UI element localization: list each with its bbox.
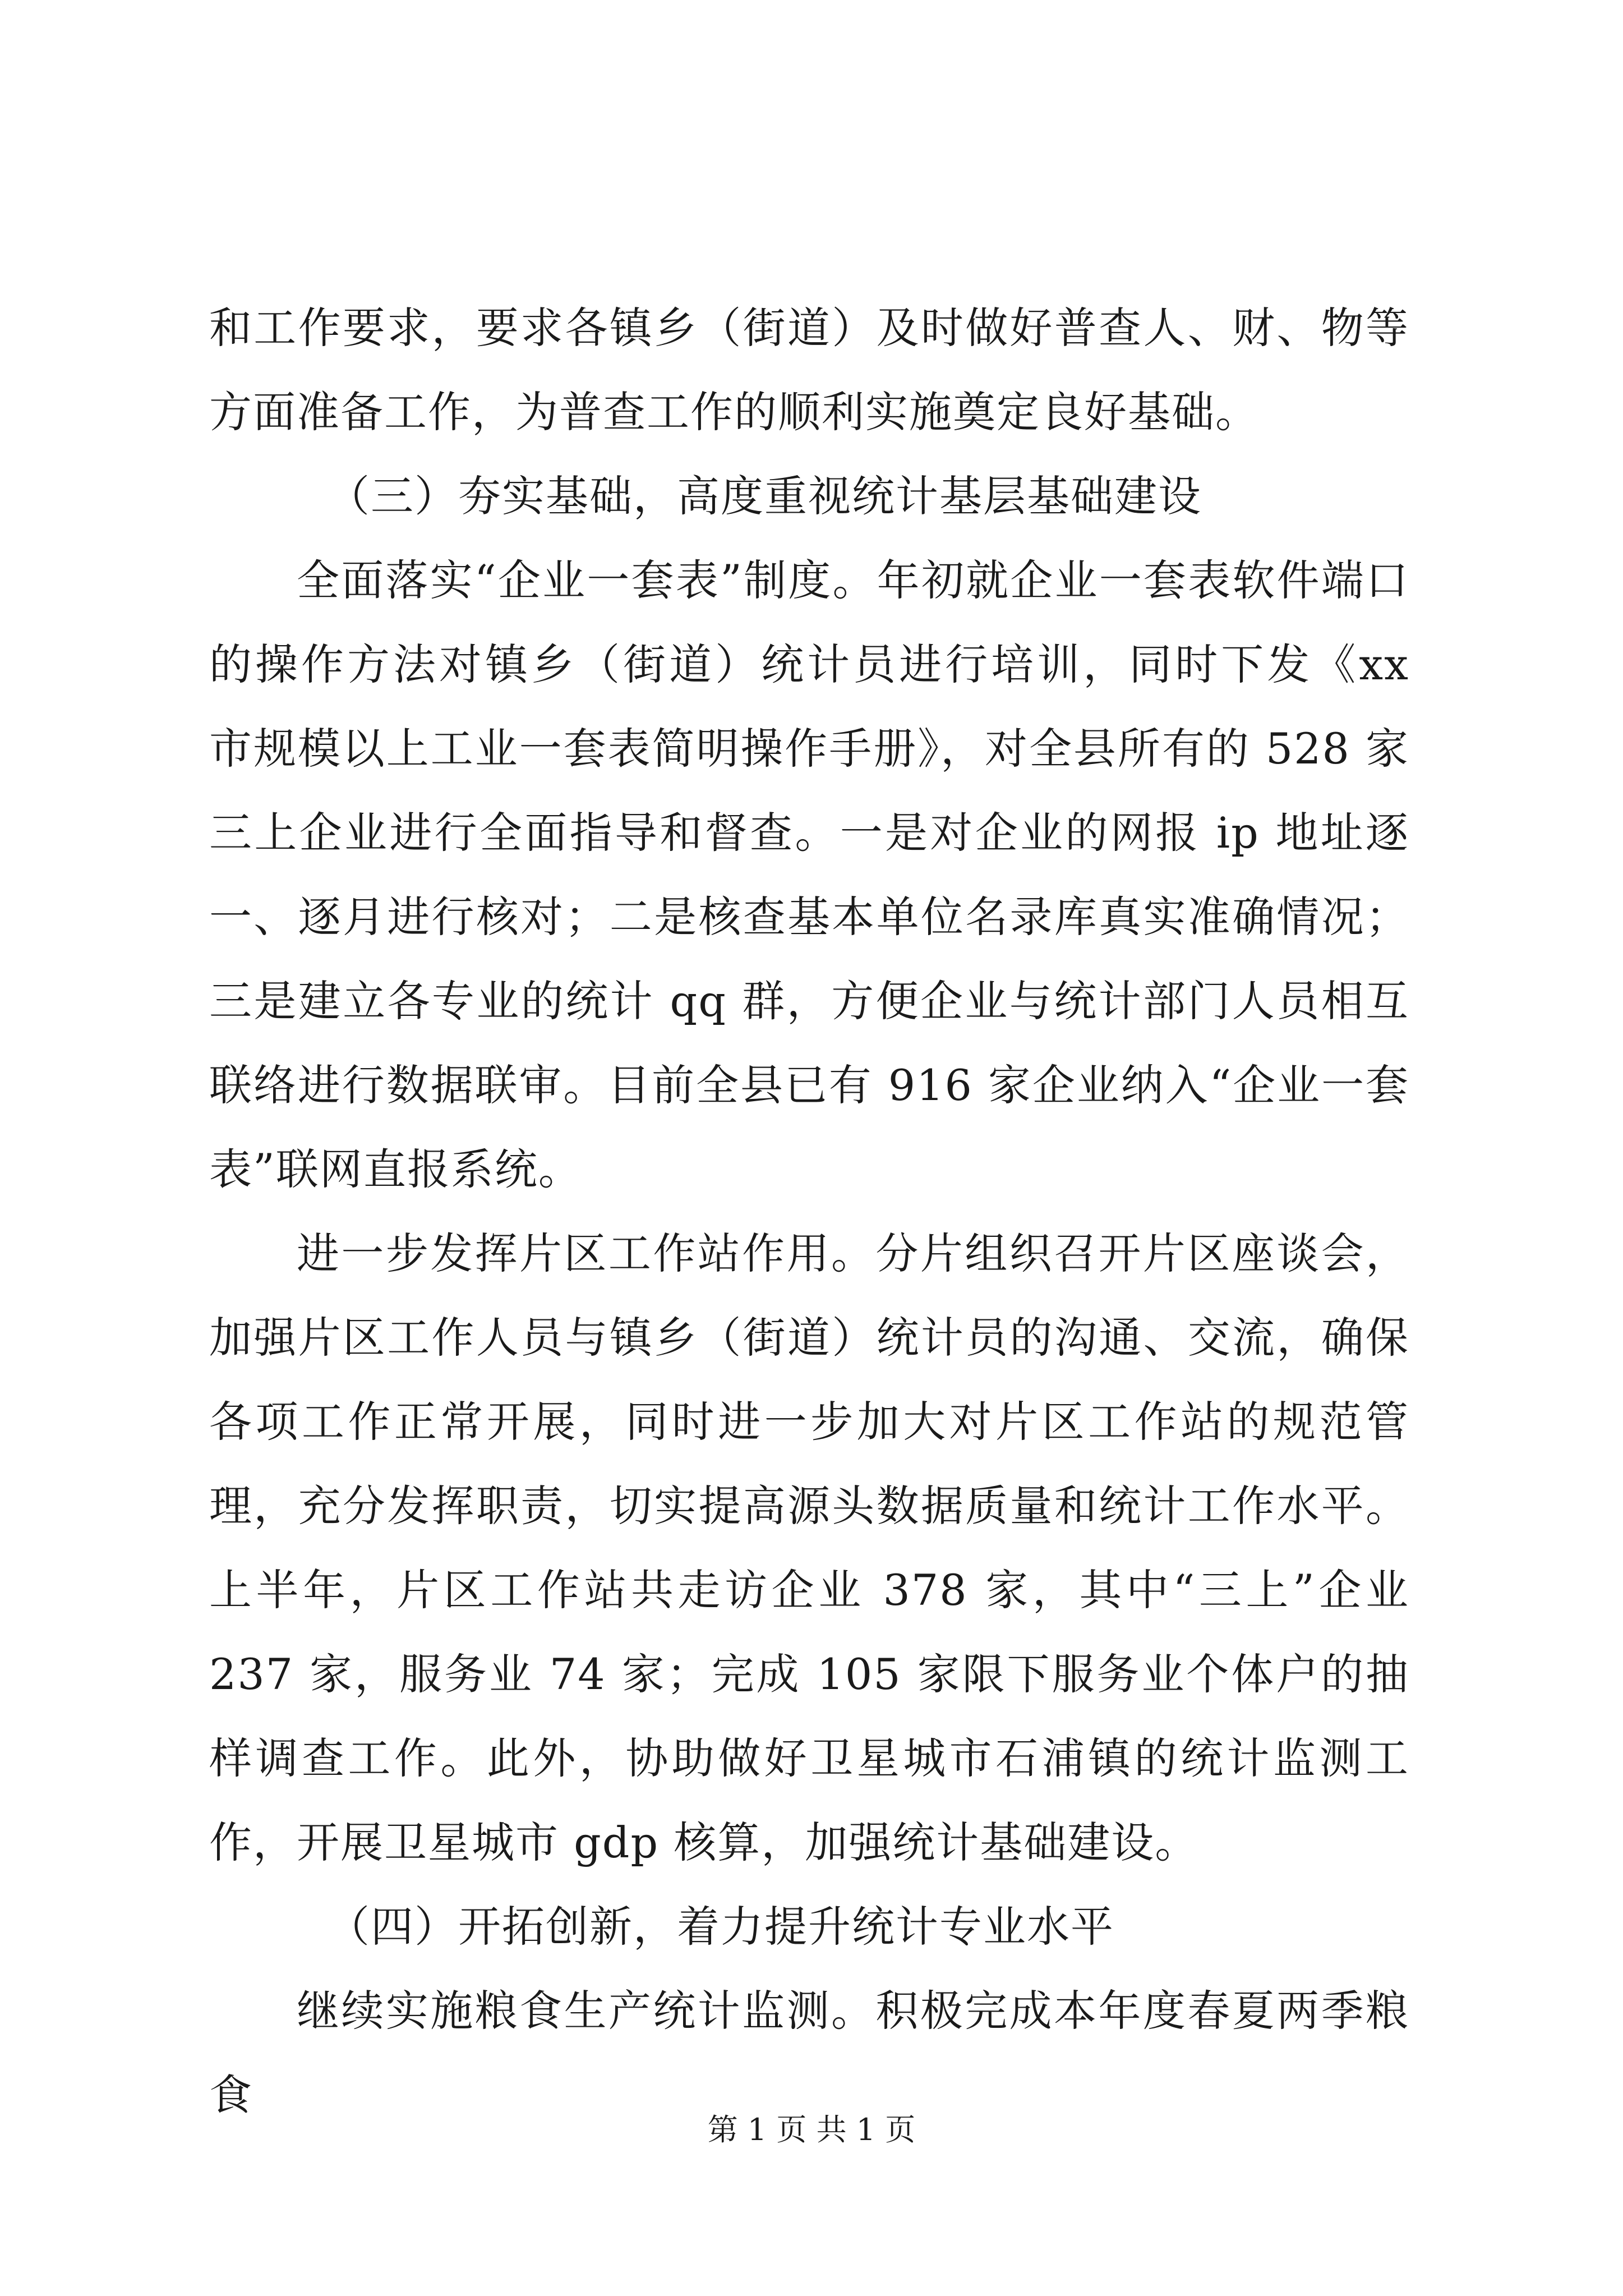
section-heading-3: （三）夯实基础，高度重视统计基层基础建设 (327, 471, 1202, 521)
body-paragraph-2: 全面落实“企业一套表”制度。年初就企业一套表软件端口的操作方法对镇乡（街道）统计员进行培训，同时下发《xx 市规模以上工业一套表简明操作手册》，对全县所有的 528 家三上企业进行全面指导和督查。一是对企业的网报 ip 地址逐一、逐月进行核对；二是核查基本单位名录库真实准确情况；三是建立各专业的统计 qq 群，方便企业与统计部门人员相互联络进行数据联审。目前全县已有 916 家企业纳入“企业一套表”联网直报系统。 (209, 555, 1409, 1194)
body-paragraph-3: 进一步发挥片区工作站作用。分片组织召开片区座谈会，加强片区工作人员与镇乡（街道）统计员的沟通、交流，确保各项工作正常开展，同时进一步加大对片区工作站的规范管理，充分发挥职责，切实提高源头数据质量和统计工作水平。上半年，片区工作站共走访企业 378 家，其中“三上”企业 237 家，服务业 74 家；完成 105 家限下服务业个体户的抽样调查工作。此外，协助做好卫星城市石浦镇的统计监测工作，开展卫星城市 gdp 核算，加强统计基础建设。 (209, 1228, 1409, 1867)
page-footer: 第 1 页 共 1 页 (707, 2112, 916, 2147)
body-paragraph-1: 和工作要求，要求各镇乡（街道）及时做好普查人、财、物等方面准备工作，为普查工作的顺利实施奠定良好基础。 (209, 303, 1409, 437)
body-paragraph-4: 继续实施粮食生产统计监测。积极完成本年度春夏两季粮食 (209, 1986, 1409, 2120)
section-heading-4: （四）开拓创新，着力提升统计专业水平 (327, 1902, 1114, 1952)
document-body (209, 286, 1409, 2137)
